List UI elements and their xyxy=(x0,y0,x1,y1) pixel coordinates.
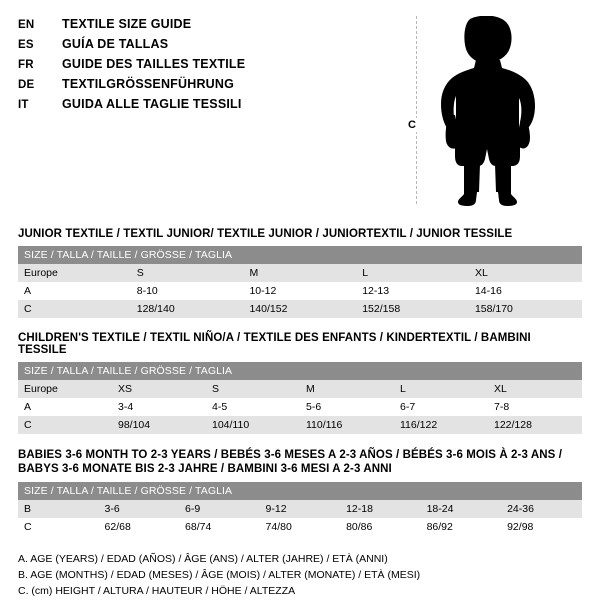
cell: 6-9 xyxy=(179,500,260,518)
cell: XL xyxy=(488,380,582,398)
footnote-b: B. AGE (MONTHS) / EDAD (MESES) / ÂGE (MOIS) / ALTER (MONATE) / ETÀ (MESI) xyxy=(18,569,421,581)
table-row xyxy=(18,380,582,398)
cell: 122/128 xyxy=(488,416,582,434)
language-code: EN xyxy=(18,19,35,31)
cell: 10-12 xyxy=(243,282,356,300)
cell: L xyxy=(356,264,469,282)
cell: 98/104 xyxy=(112,416,206,434)
footnotes xyxy=(18,552,582,598)
language-row xyxy=(18,16,378,34)
cell: 158/170 xyxy=(469,300,582,318)
language-row xyxy=(18,36,378,54)
cell: 12-18 xyxy=(340,500,421,518)
language-title: GUIDA ALLE TAGLIE TESSILI xyxy=(62,97,242,111)
row-label: C xyxy=(18,416,112,434)
language-code: FR xyxy=(18,59,34,71)
row-label: A xyxy=(18,282,131,300)
language-row xyxy=(18,56,378,74)
cell: 5-6 xyxy=(300,398,394,416)
row-label: C xyxy=(18,518,99,536)
cell: XL xyxy=(469,264,582,282)
table-head-label: SIZE / TALLA / TAILLE / GRÖSSE / TAGLIA xyxy=(18,362,582,380)
cell: 4-5 xyxy=(206,398,300,416)
cell: L xyxy=(394,380,488,398)
cell: 14-16 xyxy=(469,282,582,300)
cell: S xyxy=(206,380,300,398)
measurement-figure xyxy=(378,14,582,209)
section-title-junior: JUNIOR TEXTILE / TEXTIL JUNIOR/ TEXTILE JUNIOR / JUNIORTEXTIL / JUNIOR TESSILE xyxy=(18,228,513,240)
cell: 62/68 xyxy=(99,518,180,536)
cell: 3-6 xyxy=(99,500,180,518)
cell: S xyxy=(131,264,244,282)
height-measure-dashed-line xyxy=(416,16,417,204)
cell: 9-12 xyxy=(260,500,341,518)
row-label: C xyxy=(18,300,131,318)
cell: 12-13 xyxy=(356,282,469,300)
table-row xyxy=(18,500,582,518)
children-size-table xyxy=(18,362,582,434)
cell: 140/152 xyxy=(243,300,356,318)
language-row xyxy=(18,76,378,94)
cell: 110/116 xyxy=(300,416,394,434)
cell: 24-36 xyxy=(501,500,582,518)
row-label: Europe xyxy=(18,380,112,398)
section-title-babies: BABIES 3-6 MONTH TO 2-3 YEARS / BEBÉS 3-6 MESES A 2-3 AÑOS / BÉBÉS 3-6 MOIS À 2-3 ANS / BABYS 3-6 MONATE BIS 2-3 JAHRE / BAMBINI 3-6 MESI A 2-3 ANNI xyxy=(18,449,562,475)
language-title: GUIDE DES TAILLES TEXTILE xyxy=(62,57,246,71)
table-head-row xyxy=(18,362,582,380)
table-head-row xyxy=(18,482,582,500)
language-title: TEXTILGRÖSSENFÜHRUNG xyxy=(62,77,235,91)
table-row xyxy=(18,518,582,536)
row-label: Europe xyxy=(18,264,131,282)
language-title: TEXTILE SIZE GUIDE xyxy=(62,17,192,31)
cell: 7-8 xyxy=(488,398,582,416)
babies-size-table xyxy=(18,482,582,536)
table-row xyxy=(18,264,582,282)
table-head-label: SIZE / TALLA / TAILLE / GRÖSSE / TAGLIA xyxy=(18,246,582,264)
cell: 92/98 xyxy=(501,518,582,536)
footnote-c: C. (cm) HEIGHT / ALTURA / HAUTEUR / HÖHE / ALTEZZA xyxy=(18,585,296,597)
table-row xyxy=(18,282,582,300)
cell: 18-24 xyxy=(421,500,502,518)
table-head-row xyxy=(18,246,582,264)
table-row xyxy=(18,416,582,434)
language-code: ES xyxy=(18,39,34,51)
cell: 8-10 xyxy=(131,282,244,300)
table-row xyxy=(18,398,582,416)
table-row xyxy=(18,300,582,318)
height-measure-label: C xyxy=(408,119,416,131)
footnote-a: A. AGE (YEARS) / EDAD (AÑOS) / ÂGE (ANS) / ALTER (JAHRE) / ETÀ (ANNI) xyxy=(18,553,388,565)
cell: 3-4 xyxy=(112,398,206,416)
cell: 6-7 xyxy=(394,398,488,416)
language-title-list xyxy=(18,14,378,116)
junior-size-table xyxy=(18,246,582,318)
row-label: B xyxy=(18,500,99,518)
child-silhouette-icon xyxy=(436,16,546,208)
cell: 74/80 xyxy=(260,518,341,536)
cell: XS xyxy=(112,380,206,398)
cell: 104/110 xyxy=(206,416,300,434)
language-title: GUÍA DE TALLAS xyxy=(62,37,169,51)
cell: 68/74 xyxy=(179,518,260,536)
table-head-label: SIZE / TALLA / TAILLE / GRÖSSE / TAGLIA xyxy=(18,482,582,500)
language-code: IT xyxy=(18,99,29,111)
cell: 86/92 xyxy=(421,518,502,536)
cell: M xyxy=(243,264,356,282)
header xyxy=(18,14,582,214)
language-code: DE xyxy=(18,79,35,91)
section-title-children: CHILDREN'S TEXTILE / TEXTIL NIÑO/A / TEXTILE DES ENFANTS / KINDERTEXTIL / BAMBINI TESSILE xyxy=(18,332,531,356)
language-row xyxy=(18,96,378,114)
cell: M xyxy=(300,380,394,398)
cell: 116/122 xyxy=(394,416,488,434)
cell: 80/86 xyxy=(340,518,421,536)
cell: 152/158 xyxy=(356,300,469,318)
row-label: A xyxy=(18,398,112,416)
cell: 128/140 xyxy=(131,300,244,318)
